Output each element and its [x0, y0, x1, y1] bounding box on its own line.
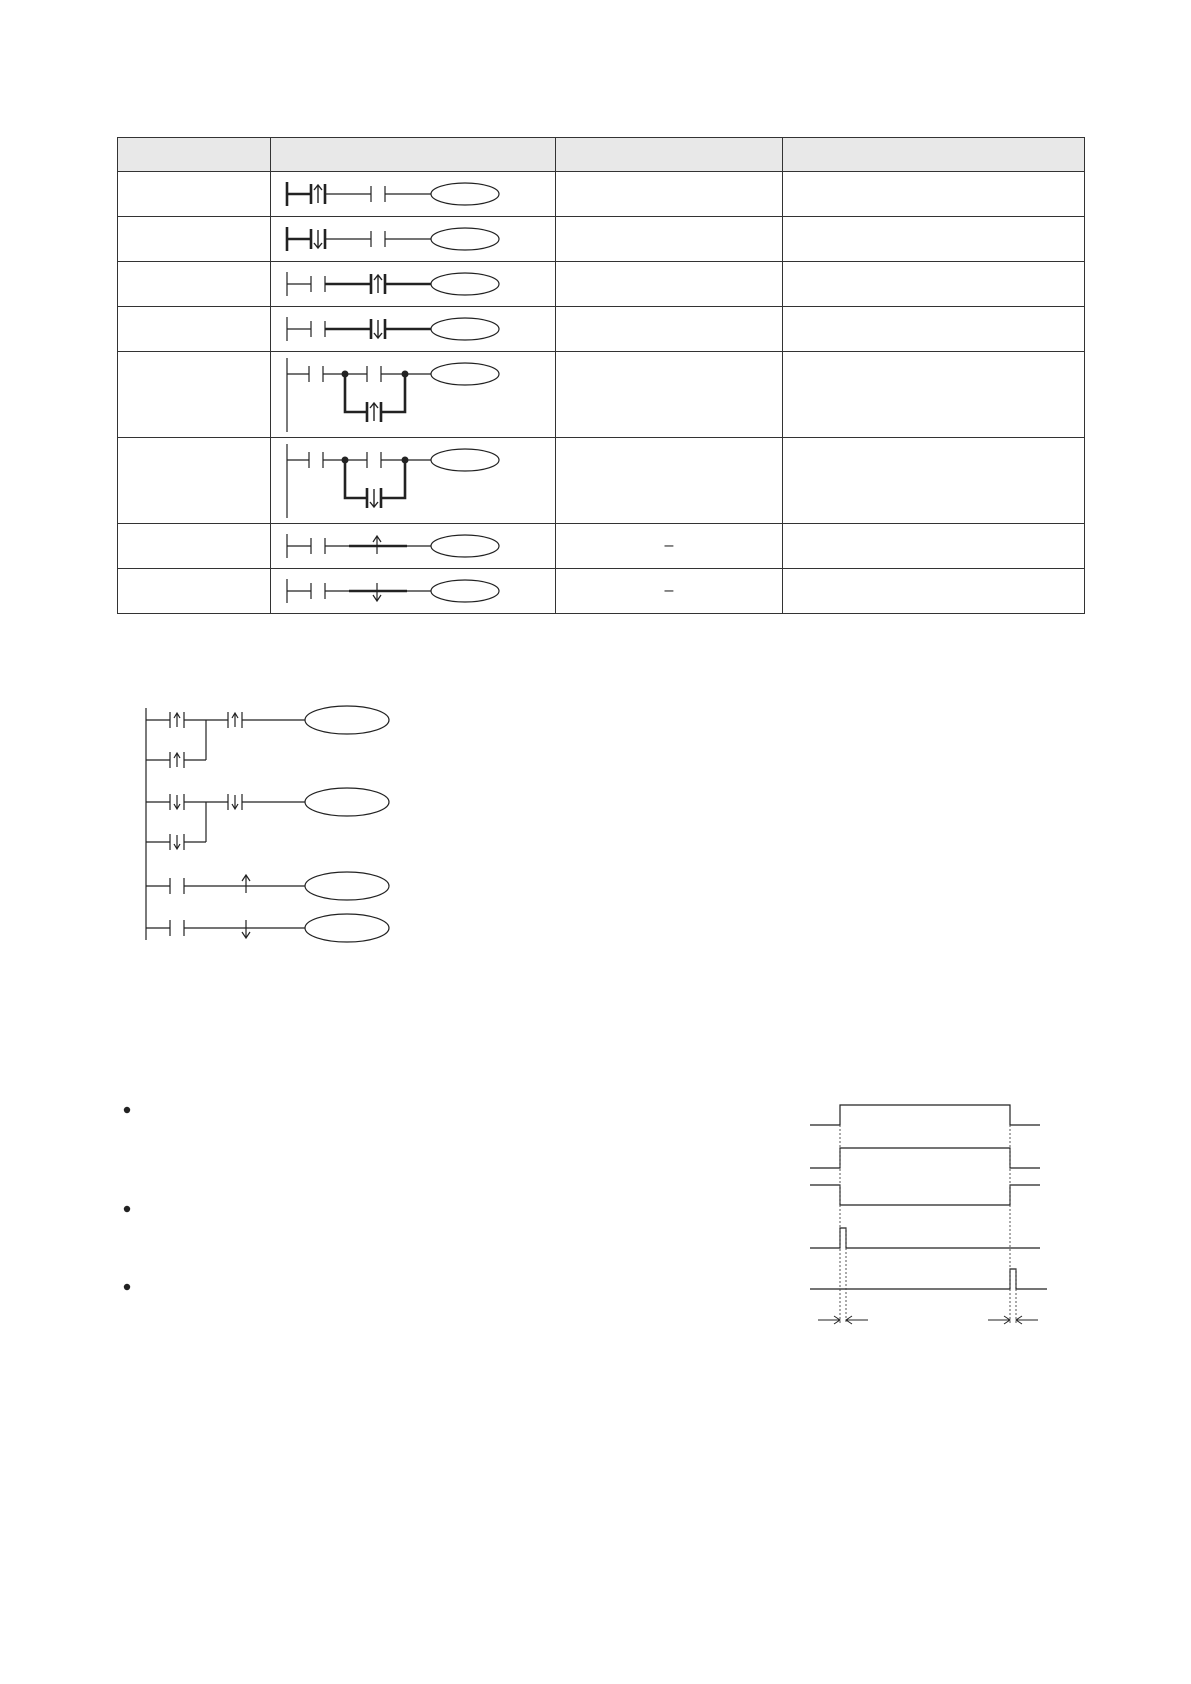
pulse-width-arrow-left — [818, 1316, 868, 1324]
table-cell — [783, 524, 1085, 569]
table-row — [118, 172, 1085, 217]
table-cell — [556, 352, 783, 438]
table-row — [118, 524, 1085, 569]
table-cell — [783, 438, 1085, 524]
bullet-dot — [124, 1206, 130, 1212]
header-cell — [118, 138, 271, 172]
table-cell — [556, 438, 783, 524]
or-rising-icon — [271, 352, 555, 437]
bullet-dot — [124, 1107, 130, 1113]
symbol-cell — [271, 438, 556, 524]
table-cell — [783, 352, 1085, 438]
symbol-cell — [271, 352, 556, 438]
table-row — [118, 438, 1085, 524]
table-cell — [783, 262, 1085, 307]
table-row — [118, 307, 1085, 352]
ladder-example-diagram — [120, 690, 420, 960]
and-rising-icon — [271, 262, 555, 306]
ld-rising-icon — [271, 172, 555, 216]
table-cell — [783, 307, 1085, 352]
table-cell — [118, 438, 271, 524]
timing-diagram — [805, 1095, 1055, 1335]
ld-falling-icon — [271, 217, 555, 261]
header-cell — [783, 138, 1085, 172]
table-cell — [118, 569, 271, 614]
rung-2-falling — [146, 788, 389, 850]
no-contact-trace — [810, 1148, 1040, 1168]
bullet-list — [120, 1098, 140, 1298]
falling-arrow-icon — [271, 569, 555, 613]
table-header-row — [118, 138, 1085, 172]
table-cell — [118, 524, 271, 569]
table-cell: – — [556, 569, 783, 614]
symbol-cell — [271, 262, 556, 307]
pulse-width-arrow-right — [988, 1316, 1038, 1324]
rung-3-rising-arrow — [146, 872, 389, 900]
nc-contact-trace — [810, 1185, 1040, 1205]
header-cell — [556, 138, 783, 172]
table-cell — [783, 569, 1085, 614]
and-falling-icon — [271, 307, 555, 351]
table-cell — [118, 172, 271, 217]
table-cell — [118, 307, 271, 352]
or-falling-icon — [271, 438, 555, 523]
table-cell — [118, 217, 271, 262]
table-row — [118, 352, 1085, 438]
table-cell: – — [556, 524, 783, 569]
table-cell — [783, 217, 1085, 262]
rising-arrow-icon — [271, 524, 555, 568]
table-cell — [118, 352, 271, 438]
table-row — [118, 217, 1085, 262]
table-row — [118, 262, 1085, 307]
table-cell — [783, 172, 1085, 217]
symbol-cell — [271, 307, 556, 352]
bullet-dot — [124, 1284, 130, 1290]
falling-pulse-trace — [810, 1269, 1047, 1289]
symbol-cell — [271, 569, 556, 614]
table-cell — [556, 172, 783, 217]
symbol-cell — [271, 524, 556, 569]
table-cell — [556, 307, 783, 352]
rung-1-rising — [146, 706, 389, 768]
rung-4-falling-arrow — [146, 914, 389, 942]
symbol-cell — [271, 217, 556, 262]
instruction-table — [117, 137, 1085, 614]
table-cell — [118, 262, 271, 307]
table-cell — [556, 217, 783, 262]
rising-pulse-trace — [810, 1228, 1040, 1248]
header-cell — [271, 138, 556, 172]
symbol-cell — [271, 172, 556, 217]
table-cell — [556, 262, 783, 307]
input-signal-trace — [810, 1105, 1040, 1125]
table-row — [118, 569, 1085, 614]
